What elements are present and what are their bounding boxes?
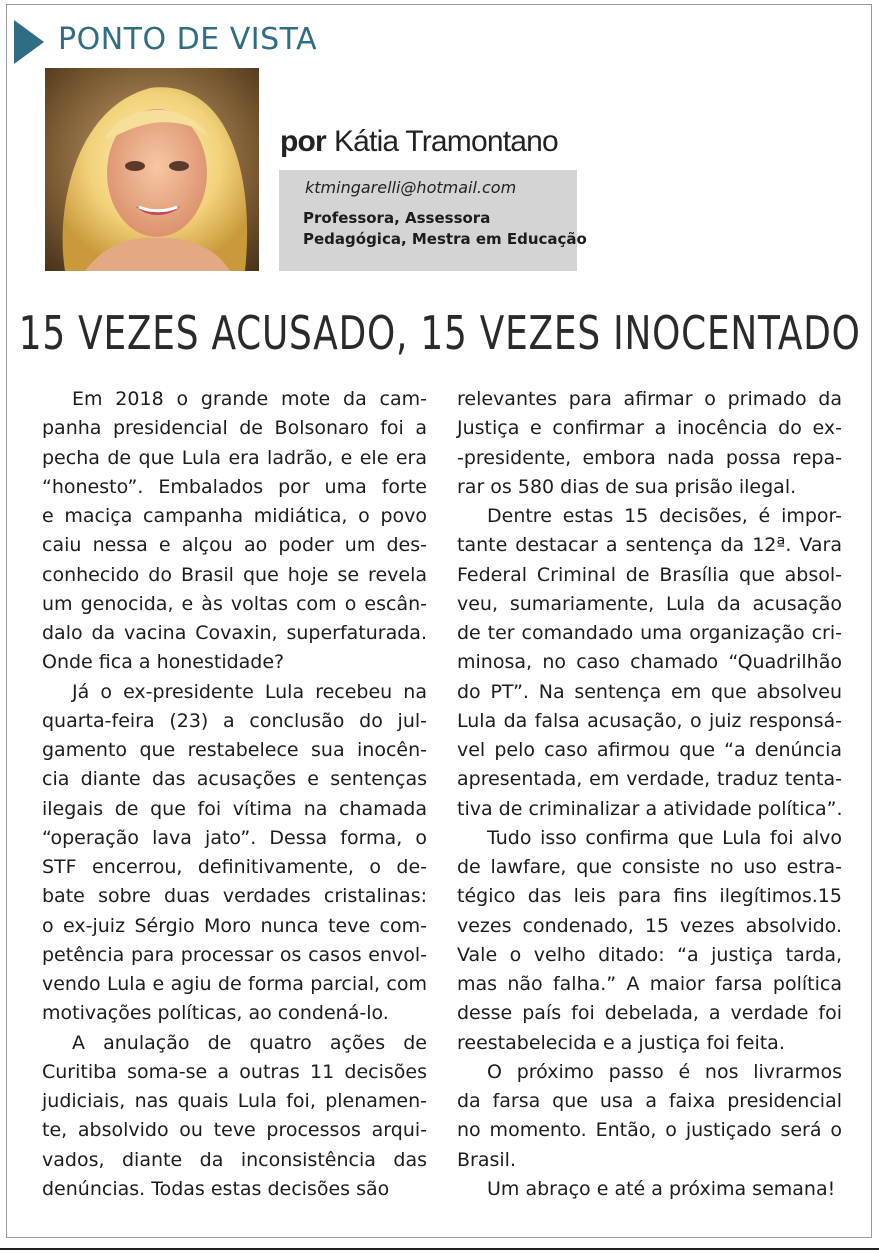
article-line: panha presidencial de Bolsonaro foi a (42, 417, 427, 440)
article-line: cia diante das acusações e sentenças (42, 768, 427, 791)
article-line: te, absolvido ou teve processos arqui- (42, 1119, 427, 1142)
article-line: Brasil. (457, 1148, 516, 1171)
article-line: Tudo isso confirma que Lula foi alvo (487, 826, 842, 849)
bottom-rule (0, 1248, 879, 1250)
article-line: relevantes para afirmar o primado da (457, 388, 842, 410)
article-line: no momento. Então, o justiçado será o (457, 1119, 842, 1142)
article-line: veu, sumariamente, Lula da acusação (457, 592, 842, 615)
article-line: Onde fica a honestidade? (42, 651, 285, 674)
article-line: de lawfare, que consiste no uso estra- (457, 856, 842, 878)
article-line: pecha de que Lula era ladrão, e ele era (42, 446, 427, 469)
article-column-left (42, 385, 427, 1204)
article-line: tante destacar a sentença da 12ª. Vara (457, 534, 842, 557)
article-line: de ter comandado uma organização cri- (457, 622, 842, 644)
article-line: O próximo passo é nos livrarmos (487, 1060, 842, 1083)
article-line: vezes condenado, 15 vezes absolvido. (457, 914, 842, 937)
article-line: Já o ex-presidente Lula recebeu na (72, 680, 427, 703)
article-line: Em 2018 o grande mote da cam- (72, 388, 427, 410)
article-line: caiu nessa e alçou ao poder um des- (42, 534, 427, 557)
article-line: tiva de criminalizar a atividade política”. (457, 797, 843, 820)
author-credentials (303, 208, 587, 250)
credential-line: Professora, Assessora (303, 209, 491, 227)
article-line: tégico das leis para fins ilegítimos.15 (457, 885, 842, 908)
article-line: do PT”. Na sentença em que absolveu (457, 680, 842, 703)
article-line: reestabelecida e a justiça foi feita. (457, 1031, 785, 1054)
author-email[interactable]: ktmingarelli@hotmail.com (305, 178, 517, 197)
author-photo (45, 68, 259, 271)
article-line: “honesto”. Embalados por uma forte (42, 475, 427, 498)
article-line: A anulação de quatro ações de (72, 1031, 427, 1054)
headline-container (19, 300, 861, 366)
author-byline (280, 125, 558, 159)
article-line: denúncias. Todas estas decisões são (42, 1177, 390, 1200)
section-arrow-icon (14, 20, 44, 64)
credential-line: Pedagógica, Mestra em Educação (303, 230, 587, 248)
article-line: “operação lava jato”. Dessa forma, o (42, 826, 427, 849)
headline: 15 VEZES ACUSADO, 15 VEZES INOCENTADO (19, 306, 861, 360)
article-line: o ex-juiz Sérgio Moro nunca teve com- (42, 914, 427, 937)
article-line: Dentre estas 15 decisões, é impor- (487, 505, 842, 527)
article-line: bate sobre duas verdades cristalinas: (42, 885, 427, 908)
article-line: vendo Lula e agiu de forma parcial, com (42, 973, 427, 995)
article-line: minosa, no caso chamado “Quadrilhão (457, 651, 842, 674)
article-column-right (457, 385, 842, 1204)
article-line: Um abraço e até a próxima semana! (487, 1177, 836, 1200)
article-line: -presidente, embora nada possa repa- (457, 446, 842, 469)
article-line: gamento que restabelece sua inocên- (42, 739, 427, 761)
article-line: e maciça campanha midiática, o povo (42, 505, 427, 527)
article-line: dalo da vacina Covaxin, superfaturada. (42, 622, 427, 644)
article-line: mas não falha.” A maior farsa política (457, 973, 842, 995)
article-line: judiciais, nas quais Lula foi, plenamen- (42, 1090, 427, 1112)
article-line: da farsa que usa a faixa presidencial (457, 1090, 842, 1112)
article-line: desse país foi debelada, a verdade foi (457, 1002, 842, 1025)
article-line: ilegais de que foi vítima na chamada (42, 797, 427, 820)
author-name: Kátia Tramontano (333, 125, 558, 158)
article-line: vel pelo caso afirmou que “a denúncia (457, 739, 842, 761)
article-line: conhecido do Brasil que hoje se revela (42, 563, 427, 586)
article-line: apresentada, em verdade, traduz tenta- (457, 768, 842, 791)
byline-prefix: por (280, 125, 326, 158)
article-line: vados, diante da inconsistência das (42, 1148, 427, 1171)
article-line: motivações políticas, ao condená-lo. (42, 1002, 389, 1025)
article-line: quarta-feira (23) a conclusão do jul- (42, 709, 427, 732)
article-line: rar os 580 dias de sua prisão ilegal. (457, 475, 797, 498)
article-line: Curitiba soma-se a outras 11 decisões (42, 1060, 427, 1083)
article-line: Justiça e confirmar a inocência do ex- (457, 417, 842, 440)
article-line: STF encerrou, definitivamente, o de- (42, 856, 427, 878)
article-line: Vale o velho ditado: “a justiça tarda, (457, 943, 842, 966)
author-info-box (279, 170, 587, 271)
article-line: petência para processar os casos envol- (42, 943, 427, 966)
article-line: Lula da falsa acusação, o juiz responsá- (457, 709, 842, 732)
article-line: um genocida, e às voltas com o escân- (42, 592, 427, 615)
article-line: Federal Criminal de Brasília que absol- (457, 563, 842, 586)
section-title: PONTO DE VISTA (58, 22, 318, 57)
